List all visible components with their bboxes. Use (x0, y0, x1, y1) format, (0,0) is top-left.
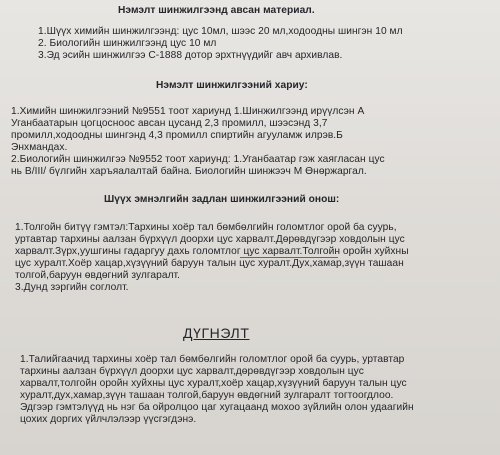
results-line-6: нь В/III/ бүлгийн харъяалалтай байна. Биологийн шинжээч М Өнөржаргал. (11, 166, 367, 177)
results-line-4: Энхмандах. (11, 142, 68, 153)
diagnosis-heading: Шүүх эмнэлгийн задлан шинжилгээний онош: (104, 194, 340, 205)
diagnosis-line-5: толгой,баруун өвдөгний зулгаралт. (15, 270, 181, 281)
conclusion-line-5: Эдгээр гэмтэлүүд нь нэг ба ойролцоо цаг хугацаанд мохоо зүйлийн олон удаагийн (20, 402, 414, 413)
conclusion-line-3: харвалт,толгойн оройн хуйхны цус хуралт,хоёр хацар,хүзүүний баруун талын цус (20, 378, 407, 389)
diagnosis-line-4: цус хуралт.Хоёр хацар,хүзүүний баруун талын цус хуралт.Дух,хамар,зүүн ташаан (15, 258, 404, 269)
results-line-1: 1.Химийн шинжилгээний №9551 тоот хариунд 1.Шинжилгээнд ирүүлсэн А (11, 106, 365, 117)
diagnosis-underline (240, 257, 338, 258)
conclusion-line-4: хуралт,дух,хамар,зүүн ташаан толгой,баруун өвдөгний зулгаралт тогтоогдлоо. (20, 390, 394, 401)
results-line-3: промилл,ходоодны шингэнд 4,3 промилл спиртийн агууламж илрэв.Б (11, 130, 343, 141)
results-heading: Нэмэлт шинжилгээний хариу: (156, 80, 308, 91)
materials-item-3: 3.Эд эсийн шинжилгээ С-1888 дотор эрхтнүүдийг авч архивлав. (38, 50, 343, 61)
conclusion-line-1: 1.Талийгаачид тархины хоёр тал бөмбөлгийн голомтлог орой ба суурь, уртавтар (20, 354, 405, 365)
results-line-5: 2.Биологийн шинжилгээ №9552 тоот хариунд: 1.Уганбаатар гэж хаягласан цус (11, 154, 385, 165)
diagnosis-line-2: уртавтар тархины аалзан бүрхүүл доорхи цус харвалт.Дөрөвдүгээр ховдолын цус (15, 234, 405, 245)
diagnosis-line-3: харвалт.Зүрх,уушгины гадаргуу дахь голомтлог цус харвалт.Толгойн оройн хуйхны (15, 246, 409, 257)
conclusion-heading: ДҮГНЭЛТ (183, 325, 250, 341)
materials-item-2: 2. Биологийн шинжилгээнд цус 10 мл (38, 38, 217, 49)
conclusion-line-6: цохих доргих үйлчлэлээр үүсгэгдэнэ. (20, 414, 197, 425)
diagnosis-line-6: 3.Дунд зэргийн соглолт. (15, 282, 129, 293)
results-line-2: Уганбаатарын цогцосноос авсан цусанд 2,3 промилл, шээсэнд 3,7 (11, 118, 328, 129)
materials-item-1: 1.Шүүх химийн шинжилгээнд: цус 10мл, шээс 20 мл,ходоодны шингэн 10 мл (38, 26, 403, 37)
conclusion-line-2: тархины аалзан бүрхүүл доорхи цус харвалт,дөрөвдүгээр ховдолын цус (20, 366, 364, 377)
materials-heading: Нэмэлт шинжилгээнд авсан материал. (118, 5, 315, 16)
diagnosis-line-1: 1.Толгойн битүү гэмтэл:Тархины хоёр тал бөмбөлгийн голомтлог орой ба суурь, (15, 222, 397, 233)
